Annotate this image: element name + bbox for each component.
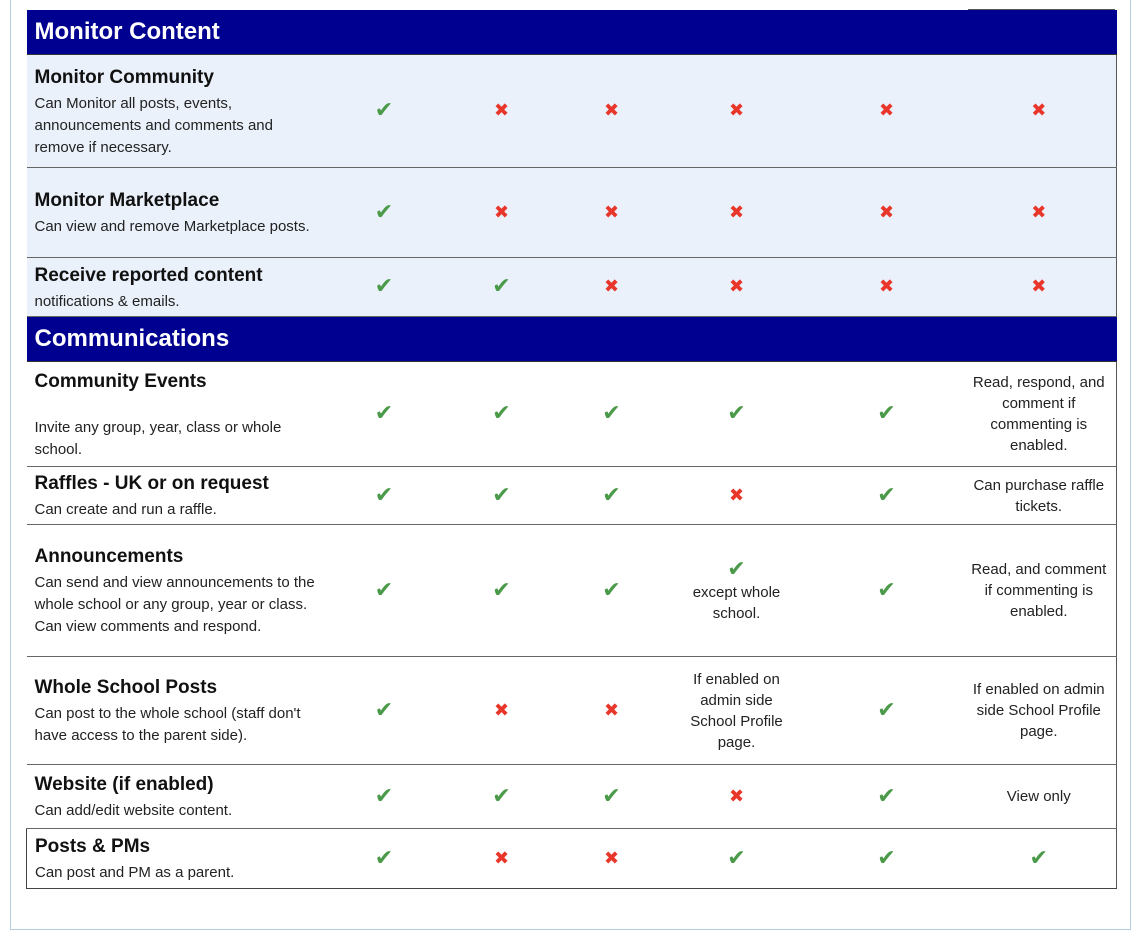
permission-note: If enabled on admin side School Profile page. [972,681,1105,740]
cross-icon: ✖ [603,201,620,222]
check-icon: ✔ [602,481,621,507]
feature-row [27,829,1117,889]
permission-cell [812,829,962,889]
permission-cell [562,525,662,657]
permission-cell [812,765,962,829]
permission-cell [562,829,662,889]
permission-cell [812,168,962,258]
check-icon: ✔ [374,97,394,122]
feature-cell [27,258,327,317]
permission-cell [962,168,1117,258]
check-icon: ✔ [374,576,394,602]
permission-cell [327,55,442,168]
cross-icon: ✖ [878,201,895,222]
feature-row [27,765,1117,829]
permission-cell [812,55,962,168]
permission-cell [327,362,442,467]
permission-cell [812,467,962,525]
cross-icon: ✖ [603,847,620,868]
check-icon: ✔ [877,844,896,870]
feature-cell [27,525,327,657]
feature-row [27,55,1117,168]
feature-title: Posts & PMs [35,836,151,857]
permission-cell [812,525,962,657]
permission-cell [662,55,812,168]
cross-icon: ✖ [603,699,620,720]
feature-title: Website (if enabled) [34,774,214,795]
feature-row [27,168,1117,258]
permission-cell [962,657,1117,765]
feature-description: Can add/edit website content. [34,802,233,819]
permission-cell [562,657,662,765]
permission-cell [812,657,962,765]
permission-cell [962,829,1117,889]
permission-cell [662,657,812,765]
permission-cell [327,467,442,525]
permission-cell [962,362,1117,467]
check-icon: ✔ [1029,844,1048,870]
check-icon: ✔ [374,481,394,507]
permissions-table [26,10,1117,889]
feature-row [27,657,1117,765]
permission-cell [562,168,662,258]
cross-icon: ✖ [878,276,895,296]
check-icon: ✔ [602,400,621,425]
cross-icon: ✖ [603,276,620,296]
cross-icon: ✖ [603,100,620,120]
feature-description: Can create and run a raffle. [34,501,217,518]
check-icon: ✔ [602,782,621,808]
permission-cell [962,55,1117,168]
cross-icon: ✖ [493,847,510,868]
permission-cell [662,258,812,317]
check-icon: ✔ [877,782,896,808]
feature-description: Can view and remove Marketplace posts. [34,218,310,235]
feature-title: Community Events [34,370,207,392]
cross-icon: ✖ [728,201,745,222]
cross-icon: ✖ [728,484,745,505]
feature-row [27,362,1117,467]
check-icon: ✔ [492,481,511,507]
permission-cell [562,467,662,525]
feature-row [27,525,1117,657]
permission-cell [662,525,812,657]
permission-cell [442,467,562,525]
feature-title: Raffles - UK or on request [34,473,269,494]
permission-cell [962,525,1117,657]
permission-cell [442,362,562,467]
permission-note: except whole school. [692,583,781,622]
feature-description: Can send and view announcements to the whole school or any group, year or class. Can view comments and respond. [34,574,315,635]
permission-cell [562,362,662,467]
permission-cell [662,829,812,889]
permission-cell [442,765,562,829]
permission-note: Read, and comment if commenting is enabled. [971,561,1107,620]
check-icon: ✔ [727,555,746,581]
permission-note: If enabled on admin side School Profile page. [690,670,783,751]
check-icon: ✔ [727,844,746,870]
feature-title: Monitor Community [34,66,214,88]
permission-cell [562,258,662,317]
feature-description: Can post and PM as a parent. [35,864,235,881]
feature-title: Receive reported content [34,264,263,286]
feature-description: notifications & emails. [34,292,180,310]
check-icon: ✔ [492,782,511,808]
permission-cell [662,168,812,258]
feature-description: Can post to the whole school (staff don't have access to the parent side). [34,705,301,744]
permission-note: Can purchase raffle tickets. [973,476,1105,515]
cross-icon: ✖ [493,100,510,120]
permission-cell [442,168,562,258]
check-icon: ✔ [374,400,394,425]
permission-cell [327,258,442,317]
feature-row [27,258,1117,317]
feature-cell [27,657,327,765]
section-title: Monitor Content [27,10,1117,55]
permission-cell [442,525,562,657]
feature-cell [27,467,327,525]
check-icon: ✔ [727,400,746,425]
permission-cell [562,55,662,168]
cross-icon: ✖ [1031,276,1047,296]
cross-icon: ✖ [493,201,510,222]
feature-title: Announcements [34,546,184,567]
permission-cell [962,765,1117,829]
permission-cell [327,765,442,829]
permission-cell [662,362,812,467]
feature-cell [27,765,327,829]
check-icon: ✔ [877,481,896,507]
cross-icon: ✖ [728,276,745,296]
check-icon: ✔ [374,844,394,870]
check-icon: ✔ [877,696,896,722]
cross-icon: ✖ [1031,201,1047,222]
check-icon: ✔ [492,400,511,425]
permission-note: View only [1006,788,1071,805]
permission-cell [442,829,562,889]
feature-cell [27,829,327,889]
check-icon: ✔ [374,198,394,224]
permission-cell [812,362,962,467]
permission-cell [662,467,812,525]
feature-description: Invite any group, year, class or whole school. [34,418,282,458]
cross-icon: ✖ [1031,100,1047,120]
check-icon: ✔ [374,273,394,298]
cross-icon: ✖ [728,785,745,806]
check-icon: ✔ [877,576,896,602]
cross-icon: ✖ [878,100,895,120]
check-icon: ✔ [374,696,394,722]
check-icon: ✔ [374,782,394,808]
permission-cell [662,765,812,829]
feature-cell [27,168,327,258]
permission-cell [327,657,442,765]
permission-cell [812,258,962,317]
permission-cell [442,657,562,765]
check-icon: ✔ [492,273,511,298]
permission-cell [962,467,1117,525]
feature-cell [27,362,327,467]
feature-title: Whole School Posts [34,677,218,698]
check-icon: ✔ [877,400,896,425]
permission-cell [327,829,442,889]
section-header [27,10,1117,55]
permission-cell [442,258,562,317]
permission-cell [562,765,662,829]
section-title: Communications [27,317,1117,362]
cross-icon: ✖ [728,100,745,120]
check-icon: ✔ [602,576,621,602]
permission-cell [327,168,442,258]
section-header [27,317,1117,362]
feature-row [27,467,1117,525]
feature-description: Can Monitor all posts, events, announcements and comments and remove if necessary. [34,94,273,156]
permission-cell [327,525,442,657]
cross-icon: ✖ [493,699,510,720]
permission-cell [442,55,562,168]
feature-title: Monitor Marketplace [34,190,220,211]
check-icon: ✔ [492,576,511,602]
feature-cell [27,55,327,168]
permission-cell [962,258,1117,317]
permission-note: Read, respond, and comment if commenting is enabled. [972,374,1105,454]
